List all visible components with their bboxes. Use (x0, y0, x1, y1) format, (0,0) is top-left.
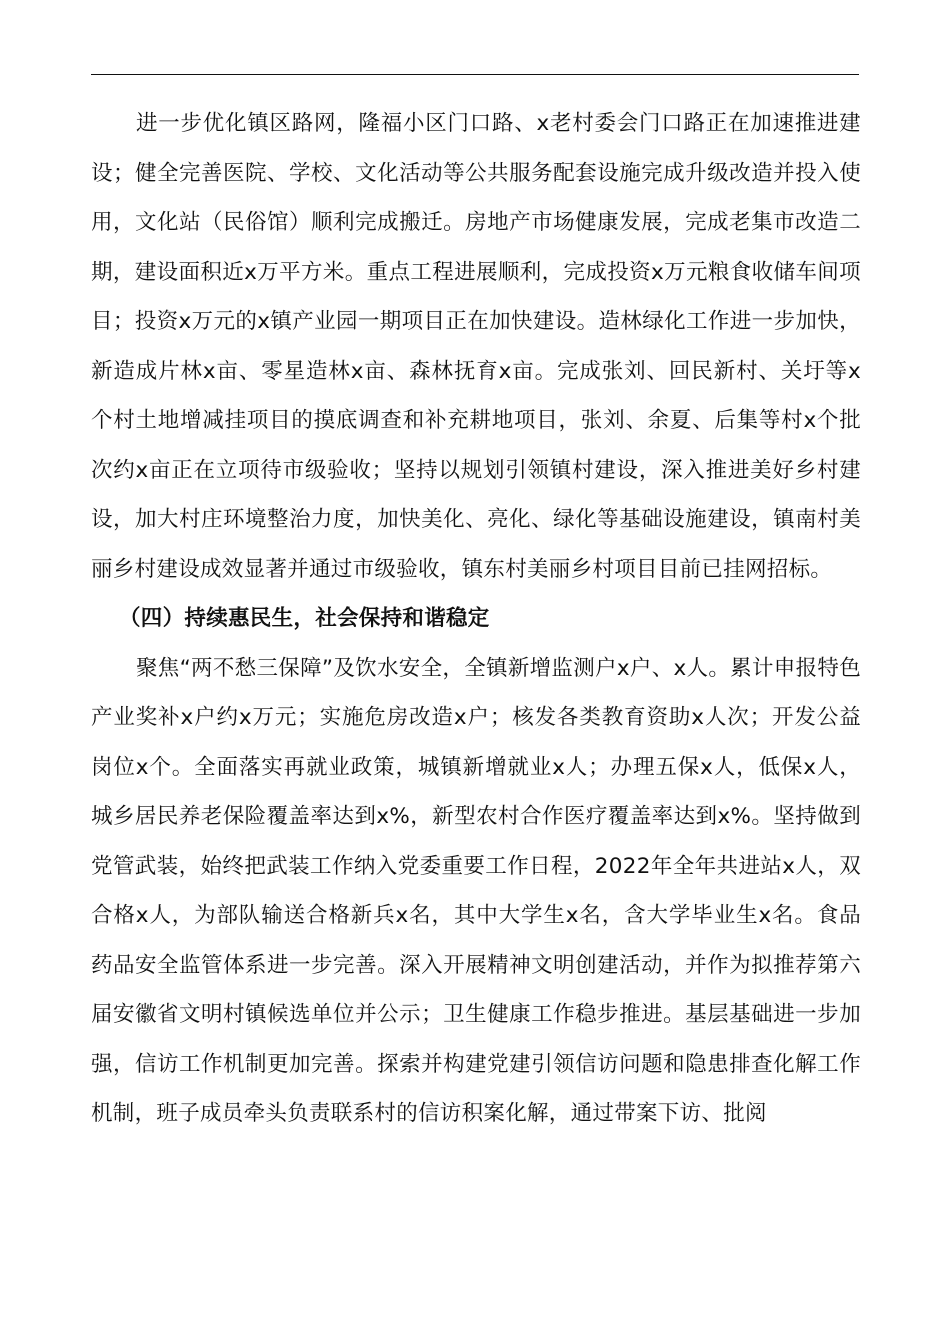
paragraph-infrastructure: 进一步优化镇区路网，隆福小区门口路、x老村委会门口路正在加速推进建设；健全完善医院、学校、文化活动等公共服务配套设施完成升级改造并投入使用，文化站（民俗馆）顺利完成搬迁。房地产市场健康发展，完成老集市改造二期，建设面积近x万平方米。重点工程进展顺利，完成投资x万元粮食收储车间项目；投资x万元的x镇产业园一期项目正在加快建设。造林绿化工作进一步加快，新造成片林x亩、零星造林x亩、森林抚育x亩。完成张刘、回民新村、关圩等x个村土地增减挂项目的摸底调查和补充耕地项目，张刘、余夏、后集等村x个批次约x亩正在立项待市级验收；坚持以规划引领镇村建设，深入推进美好乡村建设，加大村庄环境整治力度，加快美化、亮化、绿化等基础设施建设，镇南村美丽乡村建设成效显著并通过市级验收，镇东村美丽乡村项目目前已挂网招标。 (91, 111, 861, 582)
header-rule (91, 74, 859, 75)
document-body (91, 99, 861, 1139)
section-heading: （四）持续惠民生，社会保持和谐稳定 (119, 606, 490, 631)
paragraph-livelihood: 聚焦“两不愁三保障”及饮水安全，全镇新增监测户x户、x人。累计申报特色产业奖补x户约x万元；实施危房改造x户；核发各类教育资助x人次；开发公益岗位x个。全面落实再就业政策，城镇新增就业x人；办理五保x人，低保x人，城乡居民养老保险覆盖率达到x%，新型农村合作医疗覆盖率达到x%。坚持做到党管武装，始终把武装工作纳入党委重要工作日程，2022年全年共进站x人，双合格x人，为部队输送合格新兵x名，其中大学生x名，含大学毕业生x名。食品药品安全监管体系进一步完善。深入开展精神文明创建活动，并作为拟推荐第六届安徽省文明村镇候选单位并公示；卫生健康工作稳步推进。基层基础进一步加强，信访工作机制更加完善。探索并构建党建引领信访问题和隐患排查化解工作机制，班子成员牵头负责联系村的信访积案化解，通过带案下访、批阅 (91, 655, 861, 1126)
